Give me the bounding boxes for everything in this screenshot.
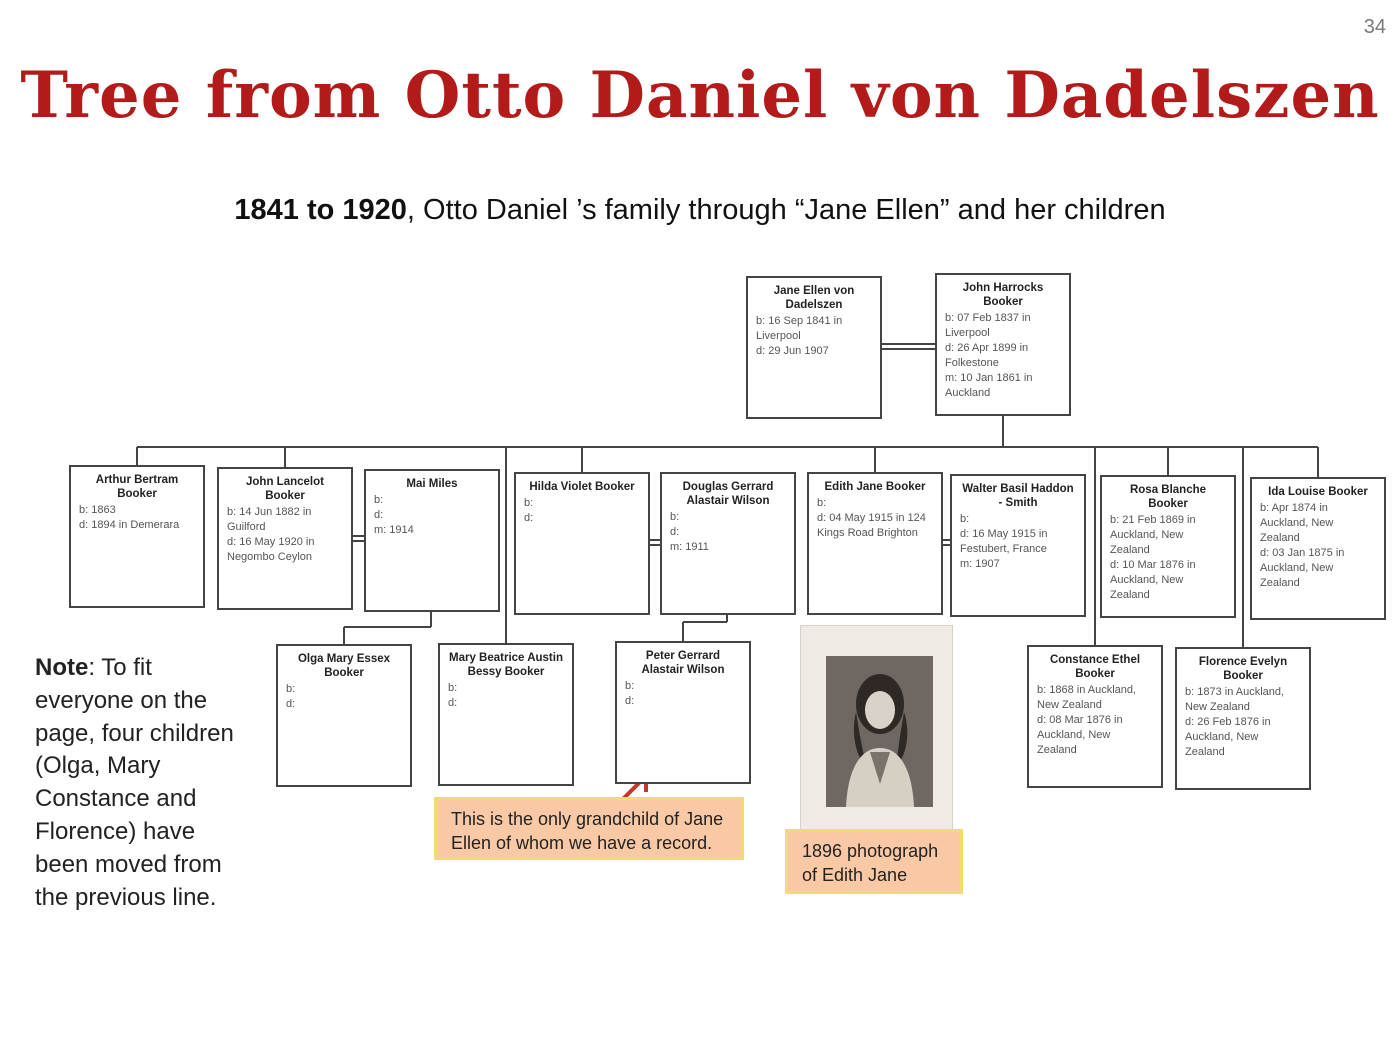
- page-title: Tree from Otto Daniel von Dadelszen: [20, 58, 1380, 133]
- person-box-mai-miles: [364, 469, 500, 612]
- person-details: b: d:: [286, 683, 296, 710]
- person-details: b: d: 16 May 1915 in Festubert, France m: 1907: [960, 513, 1048, 570]
- person-name: Mai Miles: [406, 478, 458, 490]
- subtitle-date-range: 1841 to 1920: [234, 194, 407, 226]
- person-name: Rosa Blanche Booker: [1129, 484, 1207, 510]
- person-name: John Harrocks Booker: [962, 282, 1044, 308]
- person-name: Walter Basil Haddon - Smith: [962, 483, 1074, 509]
- note-text: [35, 652, 250, 914]
- person-box-john-lancelot: [217, 467, 353, 610]
- person-box-walter: [950, 474, 1086, 617]
- edith-jane-photograph: [800, 625, 953, 830]
- person-box-mary: [438, 643, 574, 786]
- person-name: John Lancelot Booker: [246, 476, 324, 502]
- person-name: Jane Ellen von Dadelszen: [773, 285, 855, 311]
- person-name: Florence Evelyn Booker: [1198, 656, 1288, 682]
- page-number: 34: [1363, 16, 1386, 38]
- portrait-girl-icon: [826, 656, 933, 807]
- photo-caption-callout: 1896 photograph of Edith Jane: [785, 829, 963, 894]
- person-box-john-harrocks: [935, 273, 1071, 416]
- person-details: b: 1863 d: 1894 in Demerara: [79, 504, 180, 531]
- person-details: b: d: 04 May 1915 in 124 Kings Road Brighton: [817, 497, 926, 539]
- note-label: Note: [35, 654, 89, 681]
- person-name: Constance Ethel Booker: [1049, 654, 1141, 680]
- person-name: Arthur Bertram Booker: [95, 474, 179, 500]
- person-details: b: d: m: 1914: [374, 494, 414, 536]
- person-details: b: 16 Sep 1841 in Liverpool d: 29 Jun 1907: [756, 315, 843, 357]
- subtitle-text: , Otto Daniel ’s family through “Jane Ellen” and her children: [406, 194, 1166, 226]
- person-box-douglas: [660, 472, 796, 615]
- person-box-jane-ellen: [746, 276, 882, 419]
- person-name: Douglas Gerrard Alastair Wilson: [682, 481, 774, 507]
- person-details: b: Apr 1874 in Auckland, New Zealand d: 03 Jan 1875 in Auckland, New Zealand: [1260, 502, 1345, 589]
- person-box-florence: [1175, 647, 1311, 790]
- person-details: b: 07 Feb 1837 in Liverpool d: 26 Apr 1899 in Folkestone m: 10 Jan 1861 in Auckland: [945, 312, 1033, 399]
- person-details: b: 1873 in Auckland, New Zealand d: 26 Feb 1876 in Auckland, New Zealand: [1185, 686, 1285, 758]
- person-box-edith: [807, 472, 943, 615]
- person-name: Olga Mary Essex Booker: [297, 653, 391, 679]
- person-box-constance: [1027, 645, 1163, 788]
- person-name: Mary Beatrice Austin Bessy Booker: [449, 652, 563, 678]
- person-box-arthur: [69, 465, 205, 608]
- person-name: Hilda Violet Booker: [529, 481, 635, 493]
- person-details: b: 21 Feb 1869 in Auckland, New Zealand d: 10 Mar 1876 in Auckland, New Zealand: [1110, 514, 1196, 601]
- person-details: b: d:: [448, 682, 458, 709]
- person-box-peter: [615, 641, 751, 784]
- person-box-rosa: [1100, 475, 1236, 618]
- person-details: b: 14 Jun 1882 in Guilford d: 16 May 1920 in Negombo Ceylon: [227, 506, 315, 563]
- person-details: b: 1868 in Auckland, New Zealand d: 08 Mar 1876 in Auckland, New Zealand: [1037, 684, 1137, 756]
- person-details: b: d: m: 1911: [670, 511, 709, 553]
- person-box-olga: [276, 644, 412, 787]
- person-box-hilda: [514, 472, 650, 615]
- person-box-ida: [1250, 477, 1386, 620]
- note-body: : To fit everyone on the page, four children (Olga, Mary Constance and Florence) have been moved from the previous line.: [35, 654, 234, 911]
- person-name: Peter Gerrard Alastair Wilson: [641, 650, 725, 676]
- person-details: b: d:: [524, 497, 534, 524]
- person-name: Edith Jane Booker: [824, 481, 926, 493]
- photo-image: [826, 656, 933, 807]
- person-name: Ida Louise Booker: [1268, 486, 1368, 498]
- person-details: b: d:: [625, 680, 635, 707]
- grandchild-callout: This is the only grandchild of Jane Ellen of whom we have a record.: [434, 797, 744, 860]
